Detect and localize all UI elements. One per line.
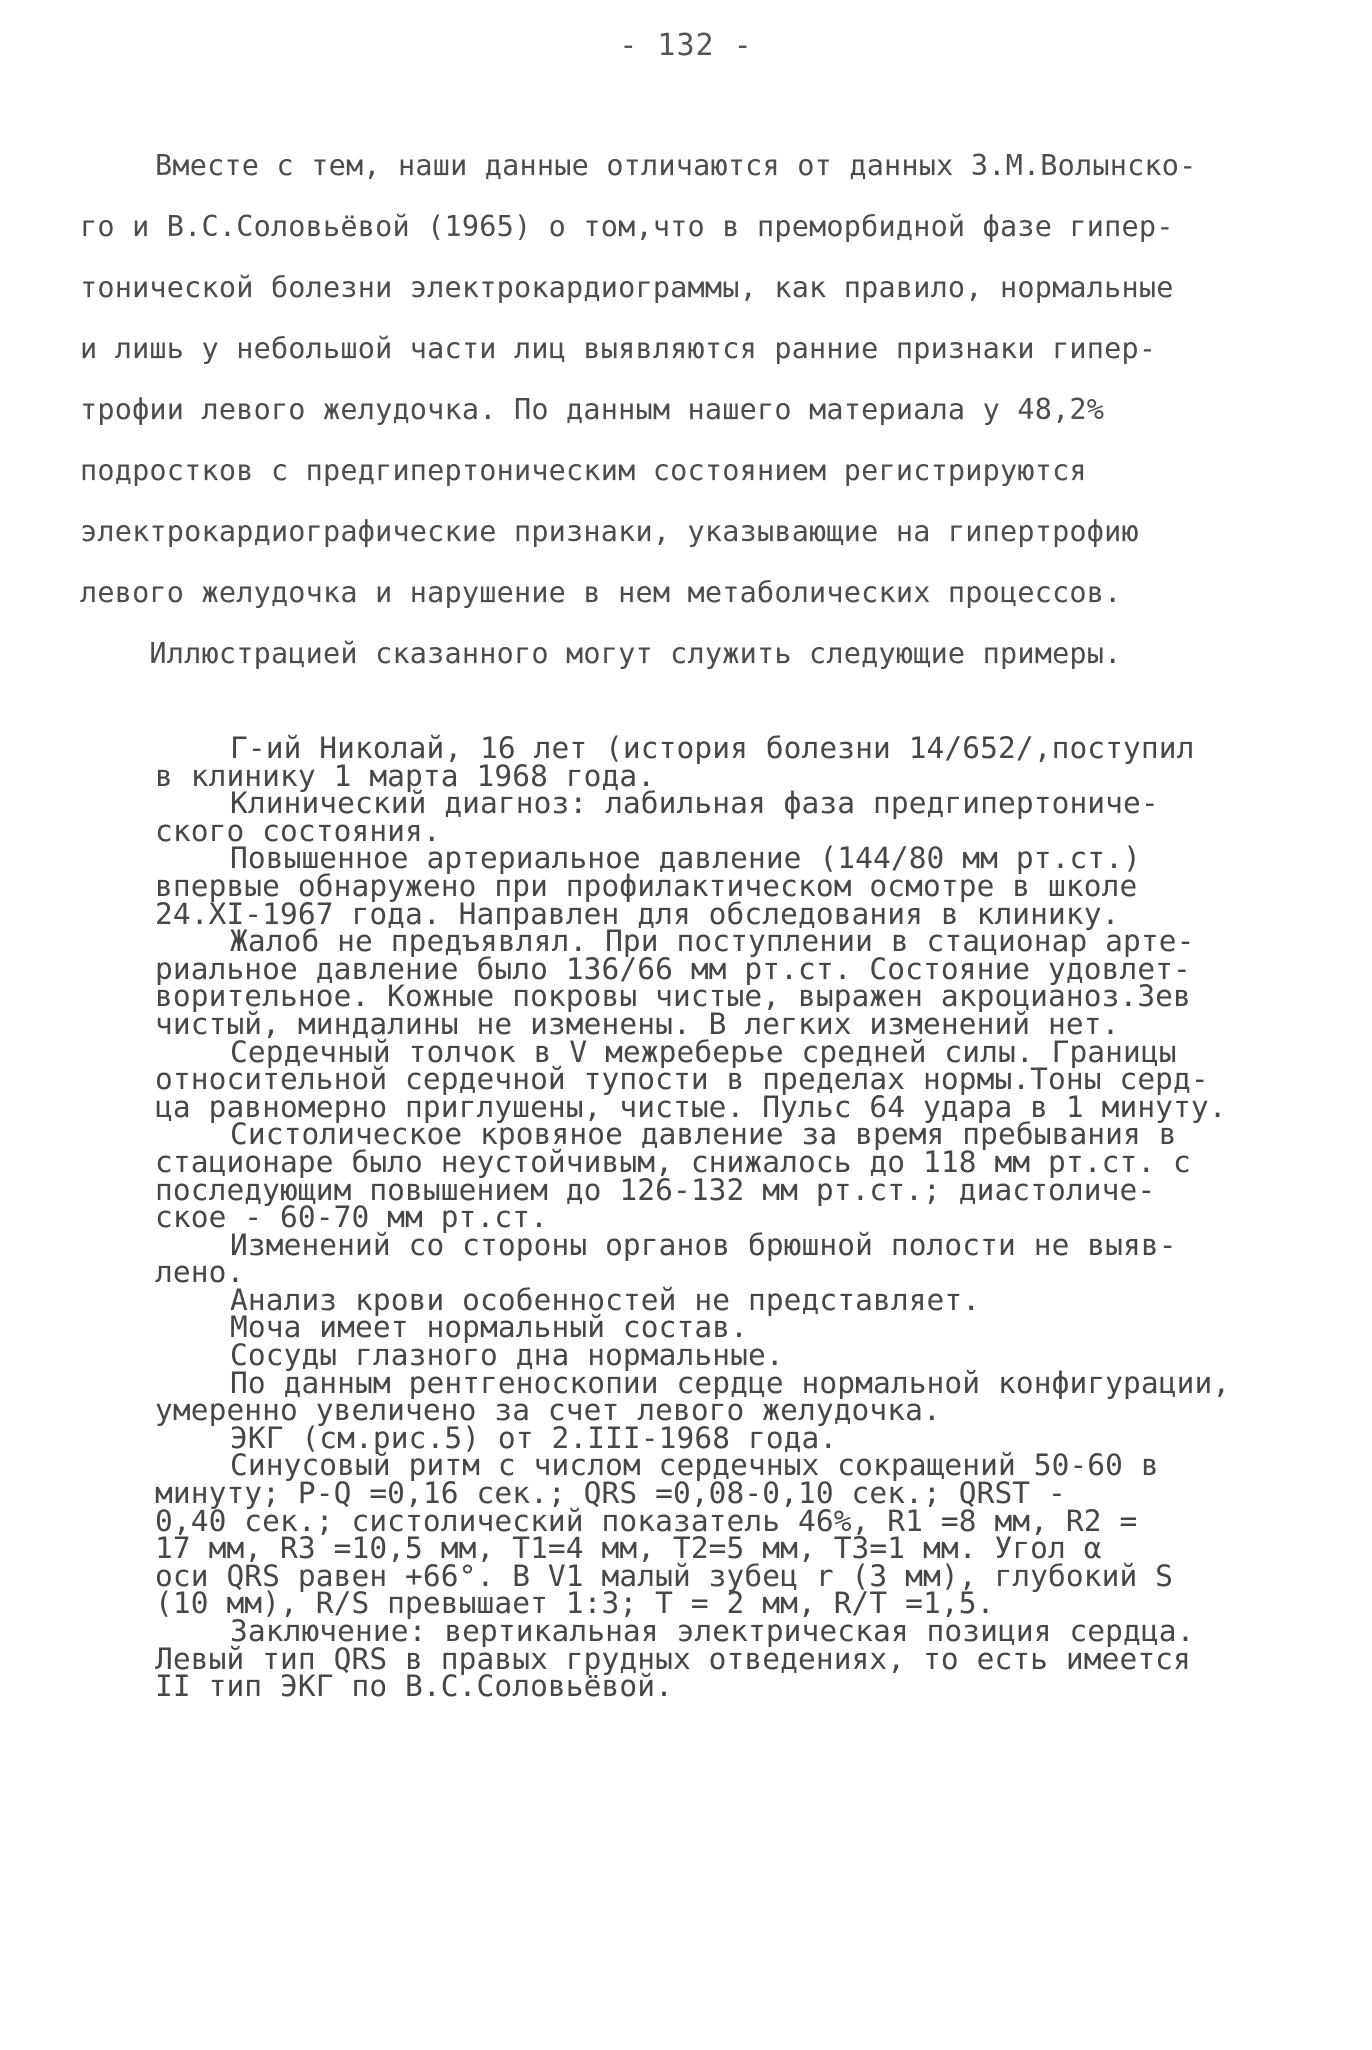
text-line: го и В.С.Соловьёвой (1965) о том,что в преморбидной фазе гипер- [80, 210, 1174, 243]
case-line: 0,40 сек.; систолический показатель 46%, R1 =8 мм, R2 = [155, 1503, 1138, 1538]
case-line: Моча имеет нормальный состав. [230, 1310, 748, 1345]
text-line: Вместе с тем, наши данные отличаются от данных З.М.Волынско- [155, 149, 1197, 182]
text-line: Иллюстрацией сказанного могут служить следующие примеры. [80, 637, 1122, 670]
case-line: Систолическое кровяное давление за время пребывания в [230, 1117, 1177, 1152]
text-line: трофии левого желудочка. По данным нашего материала у 48,2% [80, 393, 1105, 426]
case-line: ворительное. Кожные покровы чистые, выражен акроцианоз.Зев [155, 979, 1191, 1014]
case-line: II тип ЭКГ по В.С.Соловьёвой. [155, 1669, 673, 1704]
case-history [155, 731, 1315, 1704]
case-line: Изменений со стороны органов брюшной полости не выяв- [230, 1227, 1177, 1262]
case-line: Заключение: вертикальная электрическая позиция сердца. [230, 1614, 1195, 1648]
case-line: лено. [155, 1255, 245, 1290]
page-number: - 132 - [619, 28, 753, 63]
case-line: 17 мм, R3 =10,5 мм, T1=4 мм, T2=5 мм, T3=1 мм. Угол α [155, 1531, 1102, 1566]
case-line: Синусовый ритм с числом сердечных сокращений 50-60 в [230, 1448, 1159, 1483]
case-line: 24.XI-1967 года. Направлен для обследования в клинику. [155, 896, 1120, 931]
case-line: оси QRS равен +66°. В V1 малый зубец r (3 мм), глубокий S [155, 1558, 1174, 1593]
main-paragraph [80, 135, 1300, 684]
case-line: ское - 60-70 мм рт.ст. [155, 1200, 548, 1235]
case-line: Клинический диагноз: лабильная фаза предгипертониче- [230, 786, 1159, 821]
case-line: риальное давление было 136/66 мм рт.ст. Состояние удовлет- [155, 951, 1191, 986]
text-line: тонической болезни электрокардиограммы, как правило, нормальные [80, 271, 1174, 304]
case-line: последующим повышением до 126-132 мм рт.ст.; диастоличе- [155, 1172, 1156, 1207]
case-line: Г-ий Николай, 16 лет (история болезни 14/652/,поступил [230, 731, 1195, 765]
case-line: впервые обнаружено при профилактическом осмотре в школе [155, 868, 1138, 903]
case-line: стационаре было неустойчивым, снижалось до 118 мм рт.ст. с [155, 1144, 1191, 1179]
case-line: Повышенное артериальное давление (144/80 мм рт.ст.) [230, 841, 1141, 876]
case-line: ского состояния. [155, 813, 441, 848]
case-line: Левый тип QRS в правых грудных отведениях, то есть имеется [155, 1641, 1191, 1676]
text-line: левого желудочка и нарушение в нем метаболических процессов. [80, 576, 1122, 609]
case-line: Сосуды глазного дна нормальные. [230, 1338, 784, 1373]
case-line: чистый, миндалины не изменены. В легких изменений нет. [155, 1006, 1120, 1041]
case-line: минуту; P-Q =0,16 сек.; QRS =0,08-0,10 сек.; QRST - [155, 1476, 1066, 1511]
text-line: и лишь у небольшой части лиц выявляются ранние признаки гипер- [80, 332, 1157, 365]
case-line: относительной сердечной тупости в пределах нормы.Тоны серд- [155, 1062, 1209, 1097]
case-line: умеренно увеличено за счет левого желудочка. [155, 1393, 941, 1428]
case-line: ца равномерно приглушены, чистые. Пульс 64 удара в 1 минуту. [155, 1089, 1227, 1124]
case-line: Жалоб не предъявлял. При поступлении в стационар арте- [230, 924, 1195, 959]
text-line: электрокардиографические признаки, указывающие на гипертрофию [80, 515, 1139, 548]
text-line: подростков с предгипертоническим состоянием регистрируются [80, 454, 1087, 487]
case-line: (10 мм), R/S превышает 1:3; T = 2 мм, R/T =1,5. [155, 1586, 995, 1621]
case-line: Сердечный толчок в V межреберье средней силы. Границы [230, 1034, 1177, 1069]
case-line: в клинику 1 марта 1968 года. [155, 758, 656, 793]
case-line: По данным рентгеноскопии сердце нормальной конфигурации, [230, 1365, 1231, 1400]
case-line: Анализ крови особенностей не представляет. [230, 1282, 981, 1317]
case-line: ЭКГ (см.рис.5) от 2.III-1968 года. [230, 1420, 838, 1455]
